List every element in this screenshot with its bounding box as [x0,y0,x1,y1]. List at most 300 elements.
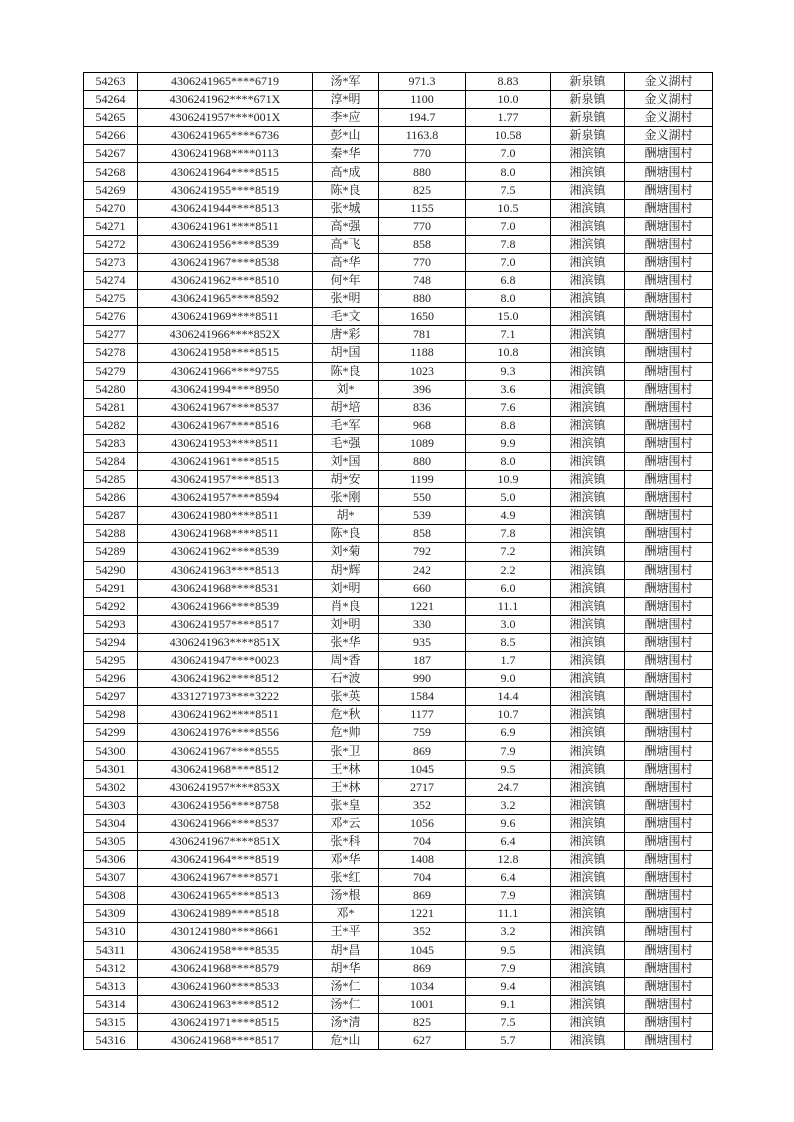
value-cell: 6.0 [466,579,551,597]
name-cell: 何*年 [313,272,379,290]
town-cell: 湘滨镇 [551,199,625,217]
id-number-cell: 4306241962****8510 [138,272,313,290]
id-number-cell: 4306241966****852X [138,326,313,344]
village-cell: 酬塘围村 [625,344,713,362]
name-cell: 张*红 [313,869,379,887]
village-cell: 酬塘围村 [625,416,713,434]
table-row [84,91,713,109]
village-cell: 酬塘围村 [625,145,713,163]
village-cell: 酬塘围村 [625,760,713,778]
table-row [84,145,713,163]
town-cell: 湘滨镇 [551,272,625,290]
value-cell: 7.2 [466,543,551,561]
amount-cell: 194.7 [379,109,466,127]
village-cell: 酬塘围村 [625,253,713,271]
id-number-cell: 4306241957****001X [138,109,313,127]
value-cell: 6.9 [466,724,551,742]
value-cell: 11.1 [466,905,551,923]
town-cell: 湘滨镇 [551,959,625,977]
village-cell: 酬塘围村 [625,1013,713,1031]
village-cell: 酬塘围村 [625,742,713,760]
name-cell: 张*英 [313,688,379,706]
name-cell: 陈*良 [313,525,379,543]
value-cell: 7.8 [466,235,551,253]
value-cell: 3.2 [466,796,551,814]
row-number-cell: 54277 [84,326,138,344]
village-cell: 酬塘围村 [625,778,713,796]
village-cell: 酬塘围村 [625,869,713,887]
table-row [84,977,713,995]
name-cell: 彭*山 [313,127,379,145]
table-row [84,235,713,253]
table-row [84,109,713,127]
amount-cell: 836 [379,398,466,416]
id-number-cell: 4306241962****8512 [138,670,313,688]
village-cell: 酬塘围村 [625,832,713,850]
table-row [84,724,713,742]
amount-cell: 858 [379,235,466,253]
row-number-cell: 54307 [84,869,138,887]
amount-cell: 1045 [379,941,466,959]
table-row [84,760,713,778]
value-cell: 7.5 [466,181,551,199]
row-number-cell: 54273 [84,253,138,271]
amount-cell: 1045 [379,760,466,778]
town-cell: 湘滨镇 [551,579,625,597]
town-cell: 湘滨镇 [551,525,625,543]
name-cell: 毛*文 [313,308,379,326]
town-cell: 湘滨镇 [551,670,625,688]
row-number-cell: 54264 [84,91,138,109]
table-row [84,851,713,869]
table-row [84,489,713,507]
table-row [84,652,713,670]
amount-cell: 352 [379,796,466,814]
name-cell: 危*帅 [313,724,379,742]
id-number-cell: 4306241965****6719 [138,73,313,91]
table-row [84,561,713,579]
amount-cell: 627 [379,1031,466,1049]
name-cell: 胡*辉 [313,561,379,579]
table-row [84,597,713,615]
village-cell: 金义湖村 [625,91,713,109]
amount-cell: 1089 [379,434,466,452]
id-number-cell: 4306241971****8515 [138,1013,313,1031]
name-cell: 毛*强 [313,434,379,452]
value-cell: 7.5 [466,1013,551,1031]
value-cell: 3.2 [466,923,551,941]
amount-cell: 792 [379,543,466,561]
value-cell: 7.0 [466,217,551,235]
row-number-cell: 54305 [84,832,138,850]
village-cell: 酬塘围村 [625,163,713,181]
village-cell: 酬塘围村 [625,814,713,832]
row-number-cell: 54314 [84,995,138,1013]
id-number-cell: 4306241968****0113 [138,145,313,163]
table-row [84,199,713,217]
town-cell: 湘滨镇 [551,308,625,326]
village-cell: 酬塘围村 [625,633,713,651]
name-cell: 肖*良 [313,597,379,615]
table-row [84,923,713,941]
id-number-cell: 4306241955****8519 [138,181,313,199]
name-cell: 石*波 [313,670,379,688]
name-cell: 张*皇 [313,796,379,814]
village-cell: 金义湖村 [625,73,713,91]
village-cell: 金义湖村 [625,127,713,145]
id-number-cell: 4306241960****8533 [138,977,313,995]
amount-cell: 825 [379,1013,466,1031]
town-cell: 湘滨镇 [551,380,625,398]
row-number-cell: 54293 [84,615,138,633]
town-cell: 湘滨镇 [551,597,625,615]
town-cell: 湘滨镇 [551,543,625,561]
amount-cell: 660 [379,579,466,597]
village-cell: 酬塘围村 [625,995,713,1013]
row-number-cell: 54268 [84,163,138,181]
town-cell: 湘滨镇 [551,416,625,434]
town-cell: 湘滨镇 [551,887,625,905]
value-cell: 6.4 [466,869,551,887]
id-number-cell: 4306241989****8518 [138,905,313,923]
name-cell: 胡*安 [313,471,379,489]
village-cell: 酬塘围村 [625,796,713,814]
value-cell: 10.58 [466,127,551,145]
name-cell: 张*明 [313,290,379,308]
town-cell: 湘滨镇 [551,724,625,742]
village-cell: 酬塘围村 [625,199,713,217]
id-number-cell: 4306241953****8511 [138,434,313,452]
town-cell: 湘滨镇 [551,869,625,887]
value-cell: 1.77 [466,109,551,127]
name-cell: 高*成 [313,163,379,181]
value-cell: 24.7 [466,778,551,796]
village-cell: 金义湖村 [625,109,713,127]
row-number-cell: 54280 [84,380,138,398]
id-number-cell: 4306241976****8556 [138,724,313,742]
id-number-cell: 4306241956****8758 [138,796,313,814]
amount-cell: 352 [379,923,466,941]
table-row [84,796,713,814]
amount-cell: 1188 [379,344,466,362]
village-cell: 酬塘围村 [625,489,713,507]
value-cell: 8.8 [466,416,551,434]
table-row [84,434,713,452]
amount-cell: 330 [379,615,466,633]
row-number-cell: 54287 [84,507,138,525]
amount-cell: 990 [379,670,466,688]
town-cell: 湘滨镇 [551,923,625,941]
row-number-cell: 54278 [84,344,138,362]
row-number-cell: 54309 [84,905,138,923]
table-row [84,326,713,344]
town-cell: 湘滨镇 [551,796,625,814]
value-cell: 8.0 [466,290,551,308]
value-cell: 14.4 [466,688,551,706]
row-number-cell: 54284 [84,452,138,470]
town-cell: 湘滨镇 [551,778,625,796]
table-row [84,941,713,959]
name-cell: 邓*华 [313,851,379,869]
row-number-cell: 54302 [84,778,138,796]
id-number-cell: 4306241965****8513 [138,887,313,905]
town-cell: 湘滨镇 [551,633,625,651]
name-cell: 高*飞 [313,235,379,253]
table-row [84,308,713,326]
id-number-cell: 4306241957****8517 [138,615,313,633]
amount-cell: 770 [379,253,466,271]
name-cell: 胡* [313,507,379,525]
amount-cell: 396 [379,380,466,398]
amount-cell: 1163.8 [379,127,466,145]
value-cell: 12.8 [466,851,551,869]
town-cell: 湘滨镇 [551,253,625,271]
name-cell: 毛*军 [313,416,379,434]
table-row [84,670,713,688]
table-row [84,290,713,308]
id-number-cell: 4306241980****8511 [138,507,313,525]
id-number-cell: 4306241967****851X [138,832,313,850]
value-cell: 8.0 [466,163,551,181]
name-cell: 高*华 [313,253,379,271]
village-cell: 酬塘围村 [625,851,713,869]
village-cell: 酬塘围村 [625,326,713,344]
value-cell: 3.0 [466,615,551,633]
table-row [84,272,713,290]
name-cell: 张*刚 [313,489,379,507]
town-cell: 湘滨镇 [551,688,625,706]
town-cell: 湘滨镇 [551,452,625,470]
row-number-cell: 54306 [84,851,138,869]
row-number-cell: 54270 [84,199,138,217]
amount-cell: 1001 [379,995,466,1013]
amount-cell: 880 [379,452,466,470]
value-cell: 9.0 [466,670,551,688]
name-cell: 刘*菊 [313,543,379,561]
village-cell: 酬塘围村 [625,235,713,253]
id-number-cell: 4306241944****8513 [138,199,313,217]
village-cell: 酬塘围村 [625,670,713,688]
village-cell: 酬塘围村 [625,579,713,597]
amount-cell: 1408 [379,851,466,869]
id-number-cell: 4306241964****8515 [138,163,313,181]
village-cell: 酬塘围村 [625,977,713,995]
row-number-cell: 54286 [84,489,138,507]
town-cell: 湘滨镇 [551,489,625,507]
id-number-cell: 4306241963****8512 [138,995,313,1013]
table-row [84,1013,713,1031]
village-cell: 酬塘围村 [625,272,713,290]
town-cell: 湘滨镇 [551,181,625,199]
value-cell: 11.1 [466,597,551,615]
amount-cell: 1199 [379,471,466,489]
table-row [84,217,713,235]
id-number-cell: 4306241963****851X [138,633,313,651]
amount-cell: 1177 [379,706,466,724]
town-cell: 湘滨镇 [551,507,625,525]
table-row [84,525,713,543]
value-cell: 5.0 [466,489,551,507]
id-number-cell: 4306241967****8516 [138,416,313,434]
value-cell: 7.8 [466,525,551,543]
town-cell: 湘滨镇 [551,995,625,1013]
value-cell: 4.9 [466,507,551,525]
row-number-cell: 54315 [84,1013,138,1031]
name-cell: 刘*国 [313,452,379,470]
id-number-cell: 4306241957****8594 [138,489,313,507]
table-row [84,344,713,362]
village-cell: 酬塘围村 [625,434,713,452]
row-number-cell: 54272 [84,235,138,253]
amount-cell: 880 [379,290,466,308]
value-cell: 10.5 [466,199,551,217]
name-cell: 李*应 [313,109,379,127]
town-cell: 湘滨镇 [551,290,625,308]
row-number-cell: 54296 [84,670,138,688]
name-cell: 周*香 [313,652,379,670]
town-cell: 湘滨镇 [551,471,625,489]
amount-cell: 550 [379,489,466,507]
town-cell: 湘滨镇 [551,905,625,923]
table-row [84,905,713,923]
row-number-cell: 54300 [84,742,138,760]
table-row [84,633,713,651]
town-cell: 湘滨镇 [551,652,625,670]
amount-cell: 869 [379,887,466,905]
row-number-cell: 54310 [84,923,138,941]
name-cell: 王*林 [313,760,379,778]
name-cell: 唐*彩 [313,326,379,344]
value-cell: 6.4 [466,832,551,850]
table-row [84,416,713,434]
town-cell: 湘滨镇 [551,145,625,163]
value-cell: 8.0 [466,452,551,470]
village-cell: 酬塘围村 [625,543,713,561]
town-cell: 湘滨镇 [551,742,625,760]
value-cell: 7.9 [466,959,551,977]
row-number-cell: 54283 [84,434,138,452]
name-cell: 刘*明 [313,615,379,633]
value-cell: 7.0 [466,145,551,163]
table-row [84,706,713,724]
amount-cell: 971.3 [379,73,466,91]
table-row [84,742,713,760]
village-cell: 酬塘围村 [625,652,713,670]
name-cell: 汤*根 [313,887,379,905]
table-row [84,73,713,91]
value-cell: 7.9 [466,742,551,760]
town-cell: 湘滨镇 [551,941,625,959]
id-number-cell: 4306241968****8511 [138,525,313,543]
row-number-cell: 54295 [84,652,138,670]
row-number-cell: 54266 [84,127,138,145]
id-number-cell: 4306241968****8512 [138,760,313,778]
id-number-cell: 4306241961****8511 [138,217,313,235]
table-row [84,398,713,416]
village-cell: 酬塘围村 [625,362,713,380]
value-cell: 8.5 [466,633,551,651]
amount-cell: 770 [379,217,466,235]
amount-cell: 1584 [379,688,466,706]
row-number-cell: 54288 [84,525,138,543]
amount-cell: 1155 [379,199,466,217]
value-cell: 10.8 [466,344,551,362]
village-cell: 酬塘围村 [625,507,713,525]
name-cell: 王*平 [313,923,379,941]
id-number-cell: 4306241969****8511 [138,308,313,326]
amount-cell: 759 [379,724,466,742]
value-cell: 9.9 [466,434,551,452]
row-number-cell: 54263 [84,73,138,91]
value-cell: 10.7 [466,706,551,724]
village-cell: 酬塘围村 [625,941,713,959]
name-cell: 危*秋 [313,706,379,724]
amount-cell: 869 [379,742,466,760]
name-cell: 王*林 [313,778,379,796]
id-number-cell: 4306241964****8519 [138,851,313,869]
table-row [84,615,713,633]
id-number-cell: 4306241966****8537 [138,814,313,832]
table-row [84,814,713,832]
table-row [84,362,713,380]
table-row [84,452,713,470]
village-cell: 酬塘围村 [625,471,713,489]
amount-cell: 968 [379,416,466,434]
row-number-cell: 54265 [84,109,138,127]
value-cell: 5.7 [466,1031,551,1049]
row-number-cell: 54291 [84,579,138,597]
village-cell: 酬塘围村 [625,380,713,398]
village-cell: 酬塘围村 [625,597,713,615]
id-number-cell: 4306241968****8579 [138,959,313,977]
id-number-cell: 4306241958****8535 [138,941,313,959]
town-cell: 新泉镇 [551,127,625,145]
id-number-cell: 4306241956****8539 [138,235,313,253]
id-number-cell: 4306241965****6736 [138,127,313,145]
village-cell: 酬塘围村 [625,959,713,977]
town-cell: 新泉镇 [551,73,625,91]
amount-cell: 748 [379,272,466,290]
value-cell: 7.0 [466,253,551,271]
id-number-cell: 4306241994****8950 [138,380,313,398]
town-cell: 湘滨镇 [551,235,625,253]
value-cell: 7.6 [466,398,551,416]
row-number-cell: 54281 [84,398,138,416]
id-number-cell: 4306241957****853X [138,778,313,796]
value-cell: 9.5 [466,760,551,778]
amount-cell: 1056 [379,814,466,832]
row-number-cell: 54312 [84,959,138,977]
id-number-cell: 4306241962****8539 [138,543,313,561]
name-cell: 刘*明 [313,579,379,597]
name-cell: 张*城 [313,199,379,217]
name-cell: 胡*华 [313,959,379,977]
value-cell: 15.0 [466,308,551,326]
town-cell: 湘滨镇 [551,344,625,362]
amount-cell: 704 [379,869,466,887]
village-cell: 酬塘围村 [625,1031,713,1049]
name-cell: 张*华 [313,633,379,651]
id-number-cell: 4306241967****8555 [138,742,313,760]
id-number-cell: 4306241962****8511 [138,706,313,724]
town-cell: 湘滨镇 [551,851,625,869]
village-cell: 酬塘围村 [625,923,713,941]
value-cell: 9.4 [466,977,551,995]
row-number-cell: 54275 [84,290,138,308]
name-cell: 危*山 [313,1031,379,1049]
town-cell: 湘滨镇 [551,615,625,633]
amount-cell: 781 [379,326,466,344]
